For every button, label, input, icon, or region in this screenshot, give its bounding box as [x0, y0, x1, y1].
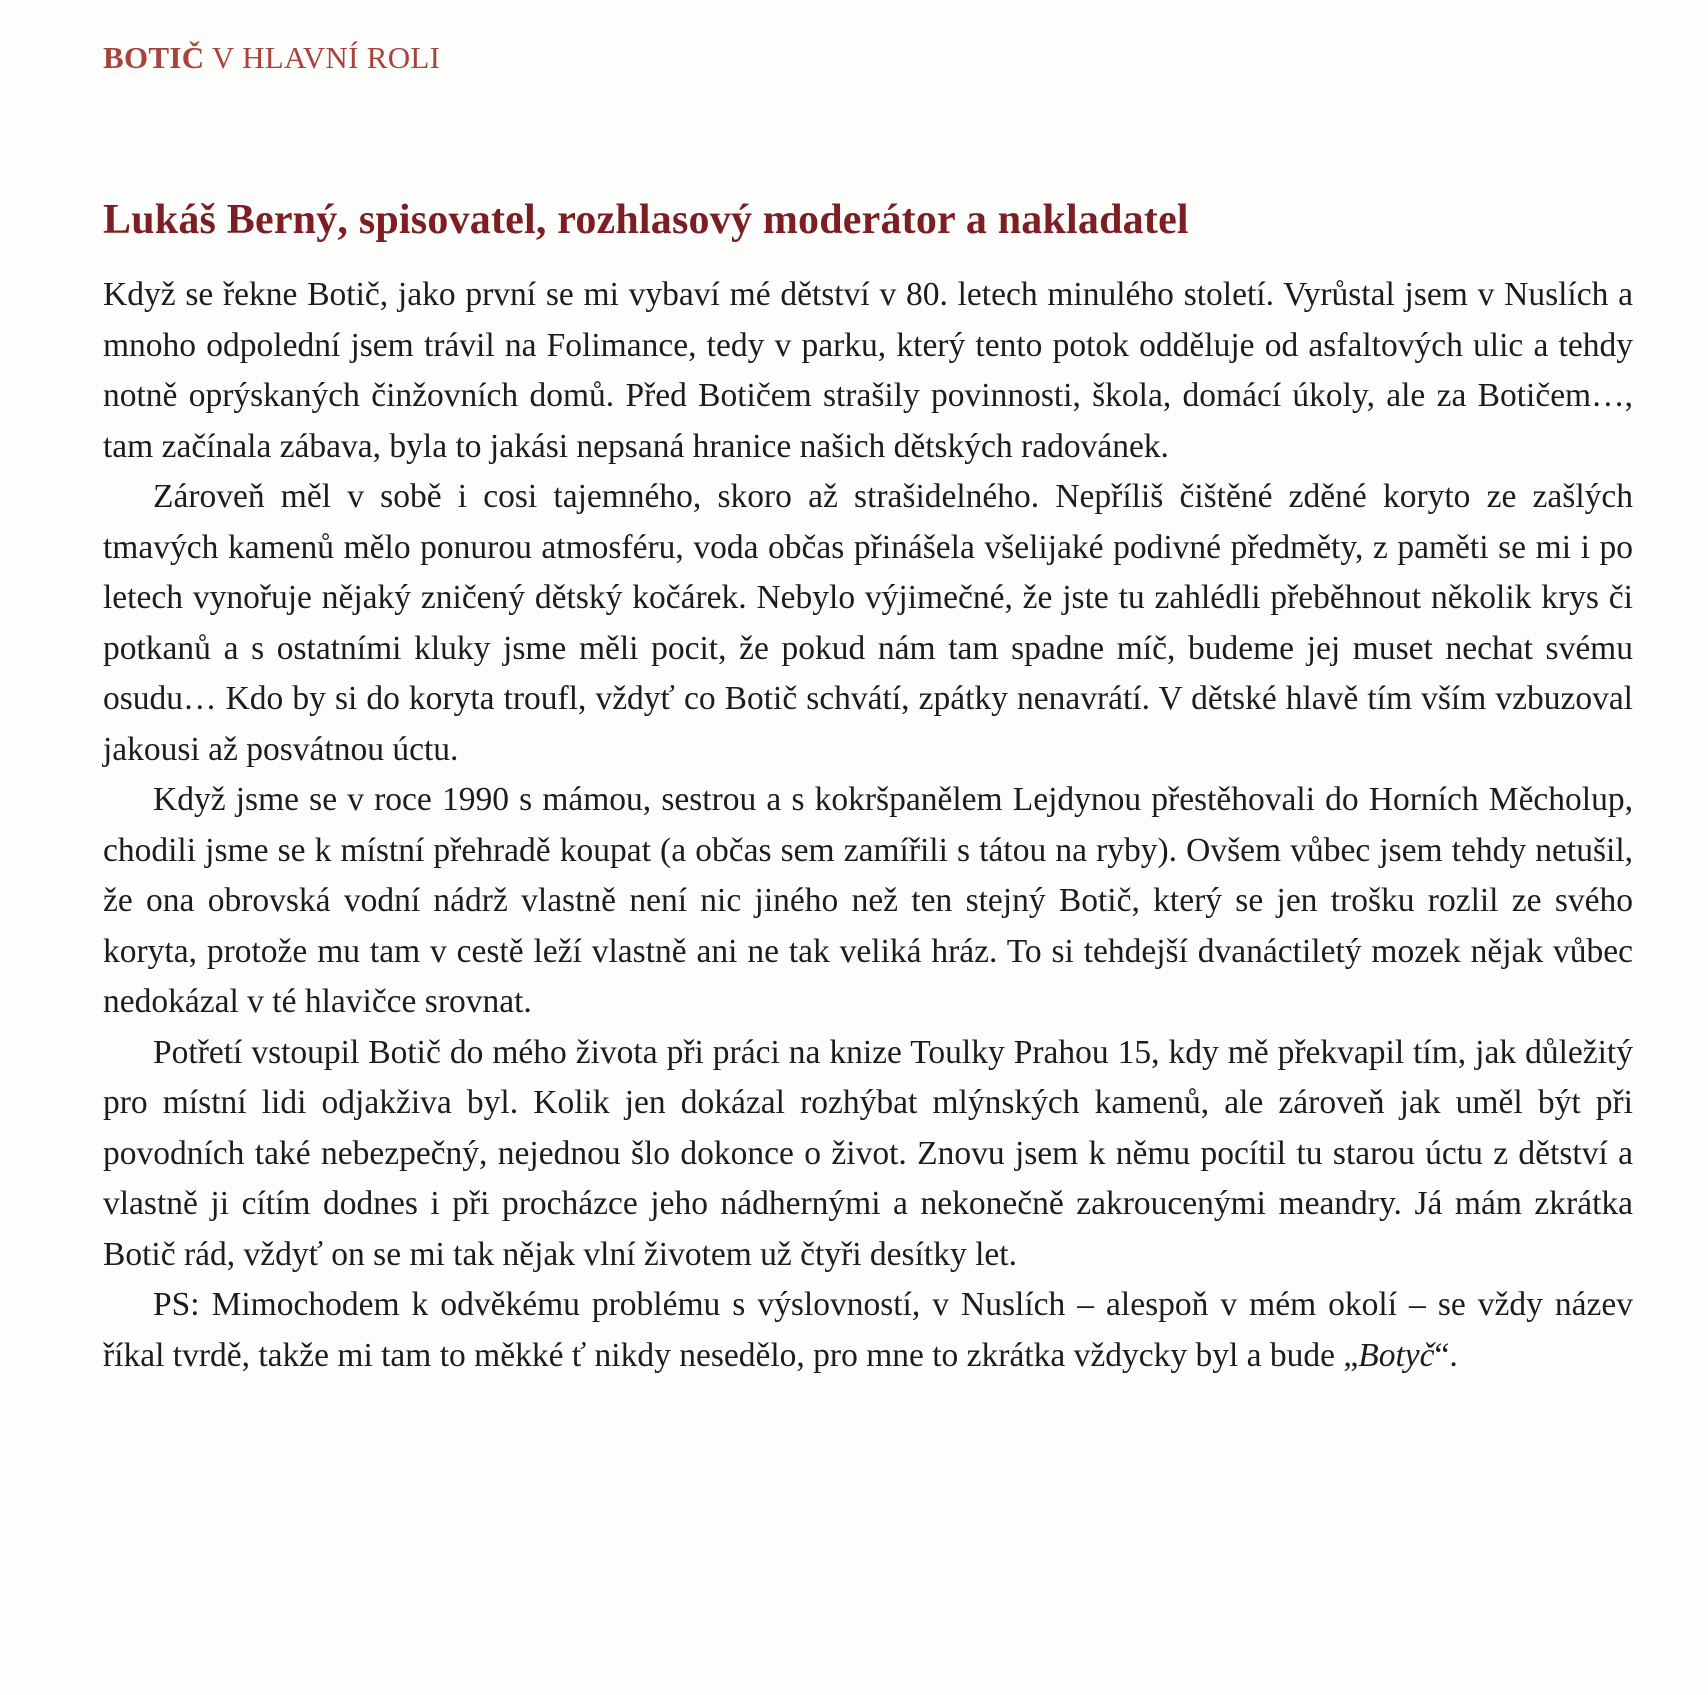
postscript-close: “. — [1434, 1336, 1458, 1374]
postscript-open-quote: „ — [1343, 1336, 1359, 1374]
article-title: Lukáš Berný, spisovatel, rozhlasový moderátor a nakladatel — [103, 197, 1189, 243]
postscript-italic-word: Botyč — [1358, 1336, 1435, 1374]
paragraph-3: Když jsme se v roce 1990 s mámou, sestrou a s kokršpanělem Lejdynou přestěhovali do Horních Měcholup, chodili jsme se k místní přehradě koupat (a občas sem zamířili s tátou na ryby). Ovšem vůbec jsem tehdy netušil, že ona obrovská vodní nádrž vlastně není nic jiného než ten stejný Botič, který se jen trošku rozlil ze svého koryta, protože mu tam v cestě leží vlastně ani ne tak veliká hráz. To si tehdejší dvanáctiletý mozek nějak vůbec nedokázal v té hlavičce srovnat. — [103, 781, 1633, 1020]
paragraph-1: Když se řekne Botič, jako první se mi vybaví mé dětství v 80. letech minulého století. Vyrůstal jsem v Nuslích a mnoho odpolední jsem trávil na Folimance, tedy v parku, který tento potok odděluje od asfaltových ulic a tehdy notně oprýskaných činžovních domů. Před Botičem strašily povinnosti, škola, domácí úkoly, ale za Botičem…, tam začínala zábava, byla to jakási nepsaná hranice našich dětských radovánek. — [103, 276, 1633, 465]
postscript-paragraph — [103, 1280, 1633, 1381]
article-body — [103, 270, 1633, 1381]
postscript-text: PS: Mimochodem k odvěkému problému s výslovností, v Nuslích – alespoň v mém okolí – se vždy název říkal tvrdě, takže mi tam to měkké ť nikdy nesedělo, pro mne to zkrátka vždycky byl a bude — [103, 1286, 1633, 1374]
running-header-rest: V HLAVNÍ ROLI — [204, 40, 441, 75]
running-header — [103, 40, 440, 76]
paragraph-2: Zároveň měl v sobě i cosi tajemného, skoro až strašidelného. Nepříliš čištěné zděné koryto ze zašlých tmavých kamenů mělo ponurou atmosféru, voda občas přinášela všelijaké podivné předměty, z paměti se mi i po letech vynořuje nějaký zničený dětský kočárek. Nebylo výjimečné, že jste tu zahlédli přeběhnout několik krys či potkanů a s ostatními kluky jsme měli pocit, že pokud nám tam spadne míč, budeme jej muset nechat svému osudu… Kdo by si do koryta troufl, vždyť co Botič schvátí, zpátky nenavrátí. V dětské hlavě tím vším vzbuzoval jakousi až posvátnou úctu. — [103, 478, 1633, 768]
paragraph-4: Potřetí vstoupil Botič do mého života při práci na knize Toulky Prahou 15, kdy mě překvapil tím, jak důležitý pro místní lidi odjakživa byl. Kolik jen dokázal rozhýbat mlýnských kamenů, ale zároveň jak uměl být při povodních také nebezpečný, nejednou šlo dokonce o život. Znovu jsem k němu pocítil tu starou úctu z dětství a vlastně ji cítím dodnes i při procházce jeho nádhernými a nekonečně zakroucenými meandry. Já mám zkrátka Botič rád, vždyť on se mi tak nějak vlní životem už čtyři desítky let. — [103, 1033, 1633, 1273]
running-header-section: BOTIČ — [103, 40, 205, 75]
